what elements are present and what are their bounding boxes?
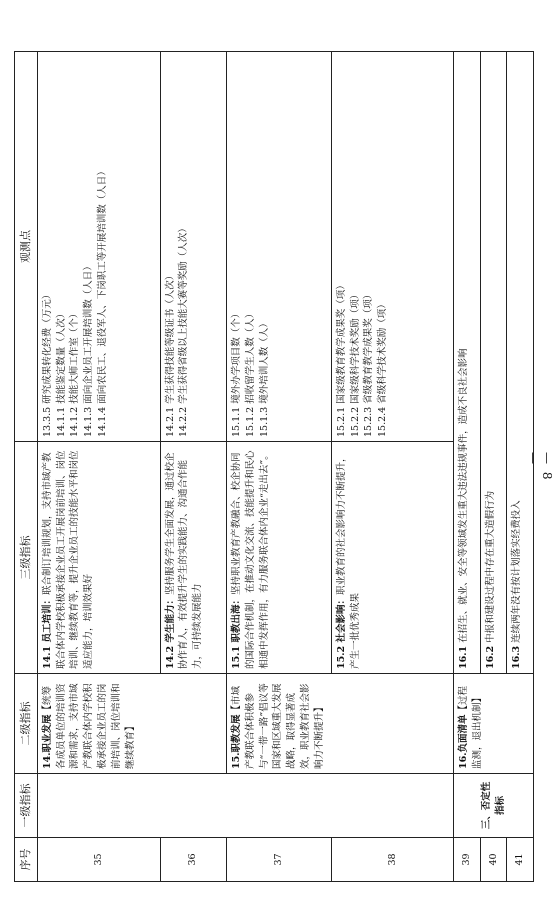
row-number: 40 [480, 838, 507, 882]
row-number: 39 [454, 838, 481, 882]
obs-item: 15.2.1 国家级教育教学成果奖（项） [335, 280, 347, 437]
table-row [37, 52, 160, 882]
level2-cell [37, 674, 226, 774]
obs-cell [227, 52, 332, 442]
obs-cell [37, 52, 160, 442]
header-row [15, 52, 38, 882]
negative-item-text: 中报和建设过程中存在重大造假行为 [484, 490, 496, 643]
obs-item: 14.2.2 学生获得省级以上技能大赛等奖励（人次） [178, 223, 190, 437]
page-number: — 8 — [526, 452, 554, 482]
obs-item: 15.1.3 境外培训人数（人） [258, 318, 270, 437]
level3-title: 15.1 职教出海： [231, 595, 242, 669]
level3-body: 坚持服务学生全面发展，通过校企协作育人，有效提升学生的实践能力、沟通合作能力，可持续发展能力 [164, 452, 204, 669]
header-level1: 一级指标 [15, 774, 38, 838]
table-row [227, 52, 332, 882]
level3-title: 14.1 员工培训： [41, 595, 53, 669]
header-level3: 三级指标 [15, 442, 38, 674]
header-seq: 序号 [15, 838, 38, 882]
obs-item: 15.2.2 国家级科学技术奖励（项） [349, 289, 361, 437]
obs-item: 15.1.1 境外办学项目数（个） [231, 308, 242, 437]
row-number: 35 [37, 838, 160, 882]
obs-item: 14.1.2 技能大师工作室（个） [69, 308, 81, 437]
indicator-table [14, 51, 534, 882]
row-number: 37 [227, 838, 332, 882]
level3-cell [160, 442, 226, 674]
obs-item: 15.2.3 省级教育教学成果奖（项） [363, 289, 375, 437]
negative-item-code: 16.1 [458, 645, 470, 669]
header-obs: 观测点 [15, 52, 38, 442]
negative-item-code: 16.2 [484, 645, 496, 669]
row-number: 41 [507, 838, 534, 882]
level1-cell [37, 774, 453, 838]
obs-item: 14.2.1 学生获得技能等级证书（人次） [164, 270, 176, 437]
level2-cell [454, 674, 534, 774]
negative-item [454, 52, 481, 674]
level2-title: 16.负面清单 [458, 714, 470, 769]
header-level2: 二级指标 [15, 674, 38, 774]
level3-cell [227, 442, 332, 674]
negative-item-text: 连续两年没有按计划落实经费投入 [511, 500, 523, 643]
level1-negative: 三、否定性指标 [454, 774, 534, 838]
level3-body: 联合制订培训规划，支持市域产教联合体内学校积极承接企业员工开展岗前培训、岗位培训、继续教育等，提升企业员工的技能水平和岗位适应能力，培训效果好 [41, 450, 95, 669]
obs-item: 15.1.2 招收留学生人数（人） [244, 308, 256, 437]
level3-cell [37, 442, 160, 674]
level3-body: 职业教育的社会影响力不断提升，产生一批优秀成果 [335, 452, 361, 669]
level2-body: 【市域产教联合体积极参与“一带一路”倡议等国家和区域重大发展战略，取得显著成效，职业教育社会影响力不断提升】 [231, 683, 325, 769]
obs-item: 14.1.3 面向企业员工开展培训数（人日） [83, 261, 95, 437]
table-row [454, 52, 481, 882]
level2-title: 15.职教发展 [231, 714, 242, 769]
row-number: 38 [331, 838, 454, 882]
level3-cell [331, 442, 454, 674]
negative-item-text: 在招生、就业、安全等领域发生重大违法违规事件，造成不良社会影响 [458, 348, 470, 643]
obs-item: 13.3.5 研究成果转化经费（万元） [41, 289, 53, 437]
obs-cell [331, 52, 454, 442]
obs-item: 14.1.1 技能鉴定数量（人次） [55, 308, 67, 437]
obs-item: 15.2.4 省级科学技术奖励（项） [377, 299, 389, 437]
obs-cell [160, 52, 226, 442]
negative-item [507, 52, 534, 674]
level2-body: 【统筹各成员单位的培训资源和需求，支持市域产教联合体内学校积极承接企业员工的岗前培训、岗位培训和继续教育】 [41, 683, 136, 769]
level2-cell [227, 674, 454, 774]
negative-item [480, 52, 507, 674]
negative-item-code: 16.3 [511, 645, 523, 669]
level2-title: 14.职业发展 [41, 714, 53, 769]
rotated-page [14, 52, 534, 882]
level3-title: 14.2 学生能力： [164, 595, 176, 669]
obs-item: 14.1.4 面向农民工、退役军人、下岗职工等开展培训数（人日） [97, 166, 108, 437]
row-number: 36 [160, 838, 226, 882]
level3-title: 15.2 社会影响： [335, 595, 347, 669]
level3-body: 坚持职业教育产教融合、校企协同的国际合作机制，在推动文化交流、技能提升和民心相通中发挥作用，有力服务联合体内企业“走出去”。 [231, 450, 270, 669]
level2-body: 【过程监测，退出机制】 [458, 685, 484, 769]
